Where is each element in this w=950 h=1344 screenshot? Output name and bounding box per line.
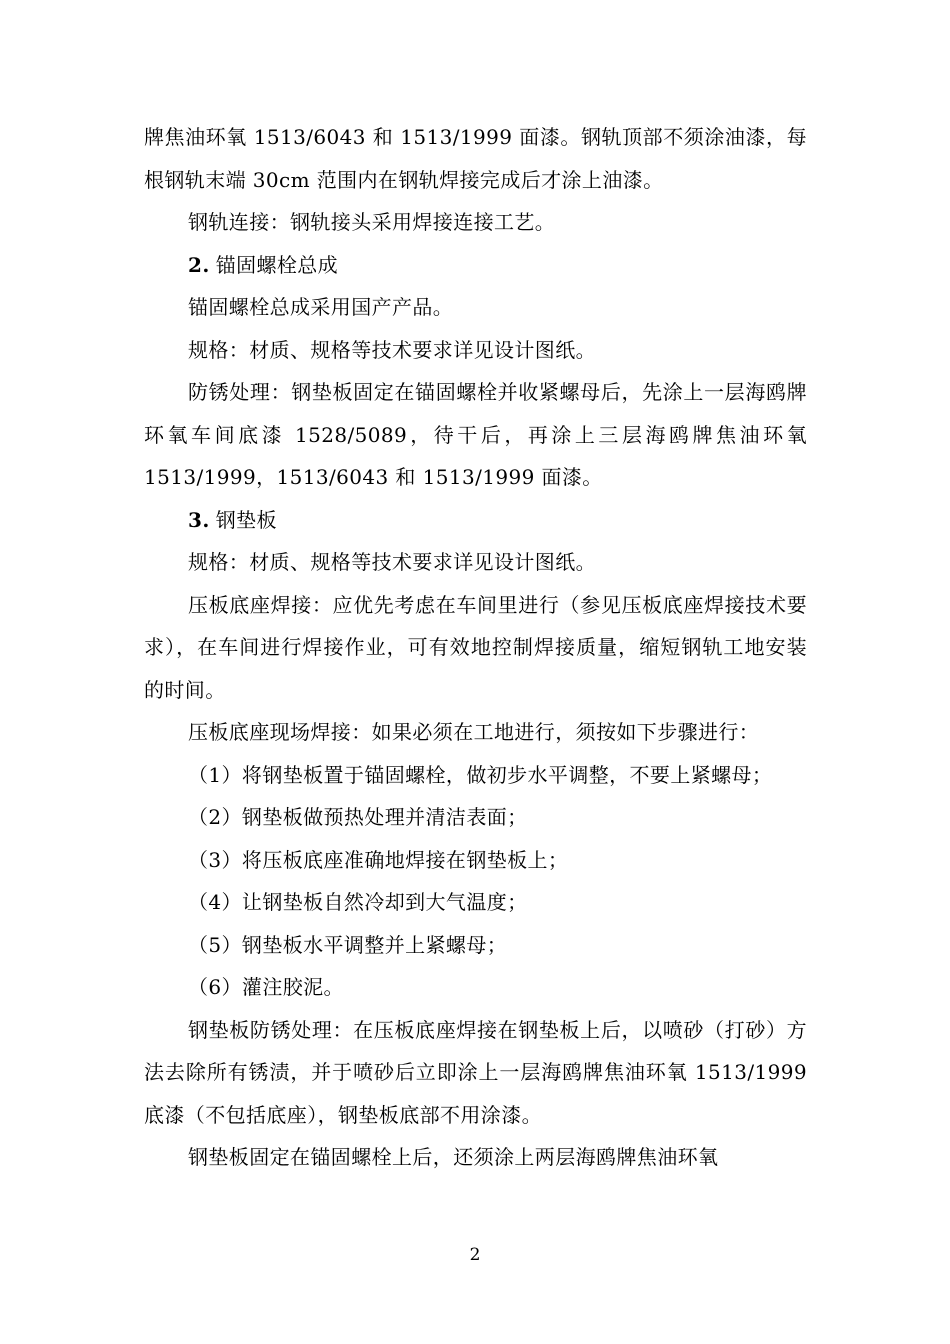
list-item-step-2: （2）钢垫板做预热处理并清洁表面； — [188, 805, 528, 829]
paragraph-rail-paint-continuation: 牌焦油环氧 1513/6043 和 1513/1999 面漆。钢轨顶部不须涂油漆，每根钢轨末端 30cm 范围内在钢轨焊接完成后才涂上油漆。 — [144, 125, 807, 192]
page-number: 2 — [469, 1245, 481, 1265]
section-number: 3. — [188, 507, 210, 532]
section-title: 钢垫板 — [215, 507, 277, 532]
paragraph-site-welding-intro: 压板底座现场焊接：如果必须在工地进行，须按如下步骤进行： — [188, 720, 760, 744]
document-body — [144, 116, 807, 1179]
section-title: 锚固螺栓总成 — [215, 252, 339, 277]
paragraph-anchor-bolt-source: 锚固螺栓总成采用国产产品。 — [188, 295, 454, 319]
list-item-step-5: （5）钢垫板水平调整并上紧螺母； — [188, 932, 508, 957]
section-heading-anchor-bolt — [144, 244, 807, 287]
paragraph-steel-pad-final-coat: 钢垫板固定在锚固螺栓上后，还须涂上两层海鸥牌焦油环氧 — [188, 1145, 719, 1169]
paragraph-anchor-bolt-spec: 规格：材质、规格等技术要求详见设计图纸。 — [188, 337, 596, 362]
section-heading-steel-pad — [144, 499, 807, 542]
paragraph-clamp-base-welding: 压板底座焊接：应优先考虑在车间里进行（参见压板底座焊接技术要求），在车间进行焊接作业，可有效地控制焊接质量，缩短钢轨工地安装的时间。 — [144, 592, 807, 702]
list-item-step-4: （4）让钢垫板自然冷却到大气温度； — [188, 890, 528, 914]
list-item-step-3: （3）将压板底座准确地焊接在钢垫板上； — [188, 847, 569, 872]
list-item-step-6: （6）灌注胶泥。 — [188, 975, 344, 999]
list-item-step-1: （1）将钢垫板置于锚固螺栓，做初步水平调整，不要上紧螺母； — [188, 762, 773, 787]
paragraph-steel-pad-spec: 规格：材质、规格等技术要求详见设计图纸。 — [188, 550, 596, 574]
paragraph-anchor-bolt-rustproof: 防锈处理：钢垫板固定在锚固螺栓并收紧螺母后，先涂上一层海鸥牌环氧车间底漆 1528/5089，待干后，再涂上三层海鸥牌焦油环氧 1513/1999，1513/6043 和 1513/1999 面漆。 — [144, 380, 807, 489]
paragraph-rail-connection: 钢轨连接：钢轨接头采用焊接连接工艺。 — [188, 210, 556, 234]
paragraph-steel-pad-rustproof: 钢垫板防锈处理：在压板底座焊接在钢垫板上后，以喷砂（打砂）方法去除所有锈渍，并于喷砂后立即涂上一层海鸥牌焦油环氧 1513/1999 底漆（不包括底座），钢垫板底部不用涂漆。 — [144, 1017, 807, 1127]
section-number: 2. — [188, 252, 210, 277]
